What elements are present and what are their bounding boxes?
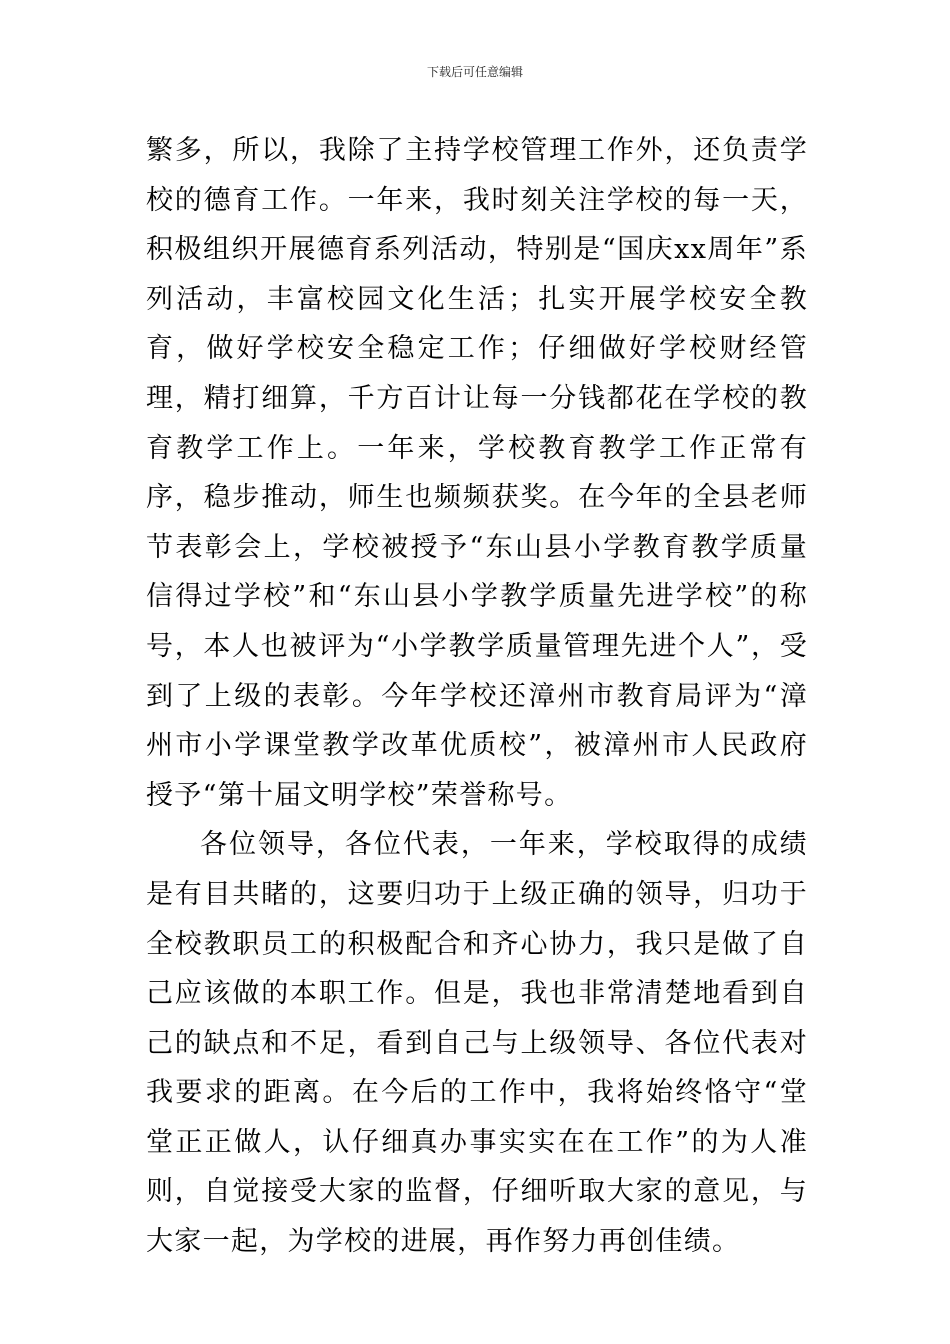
paragraph-2: 各位领导，各位代表，一年来，学校取得的成绩是有目共睹的，这要归功于上级正确的领导，归功于全校教职员工的积极配合和齐心协力，我只是做了自己应该做的本职工作。但是，我也非常清楚地看到自己的缺点和不足，看到自己与上级领导、各位代表对我要求的距离。在今后的工作中，我将始终恪守“堂堂正正做人，认仔细真办事实实在在工作”的为人准则，自觉接受大家的监督，仔细听取大家的意见，与大家一起，为学校的进展，再作努力再创佳绩。: [146, 829, 808, 1258]
document-body: [146, 126, 808, 1267]
paragraph-1: 繁多，所以，我除了主持学校管理工作外，还负责学校的德育工作。一年来，我时刻关注学校的每一天，积极组织开展德育系列活动，特别是“国庆xx周年”系列活动，丰富校园文化生活；扎实开展学校安全教育，做好学校安全稳定工作；仔细做好学校财经管理，精打细算，千方百计让每一分钱都花在学校的教育教学工作上。一年来，学校教育教学工作正常有序，稳步推动，师生也频频获奖。在今年的全县老师节表彰会上，学校被授予“东山县小学教育教学质量信得过学校”和“东山县小学教学质量先进学校”的称号，本人也被评为“小学教学质量管理先进个人”，受到了上级的表彰。今年学校还漳州市教育局评为“漳州市小学课堂教学改革优质校”，被漳州市人民政府授予“第十届文明学校”荣誉称号。: [146, 135, 808, 811]
page-header: 下载后可任意编辑: [426, 65, 523, 79]
